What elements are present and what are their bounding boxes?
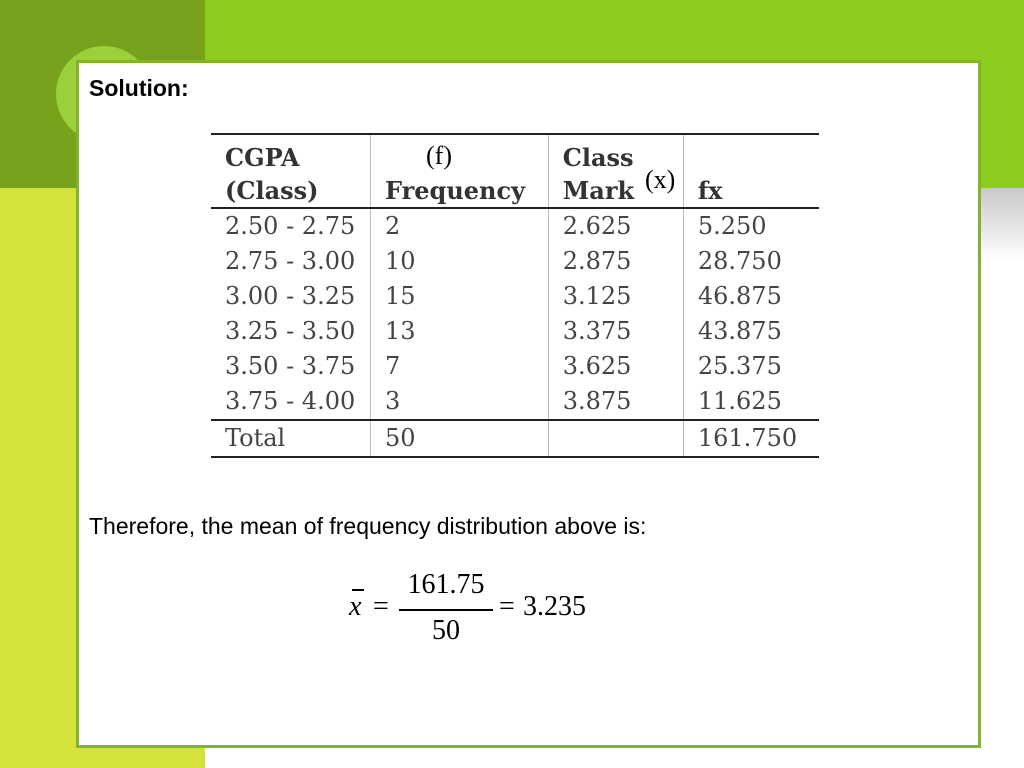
table-row (211, 244, 819, 279)
table-row (211, 384, 819, 420)
frequency-distribution-table (211, 133, 819, 458)
cell-fx: 43.875 (683, 314, 819, 349)
fraction-denominator: 50 (432, 615, 460, 646)
header-line: fx (697, 176, 723, 205)
cell-class: 2.75 - 3.00 (225, 247, 356, 275)
fraction-bar (399, 609, 493, 611)
cell-frequency: 15 (371, 279, 549, 314)
cell-class: 3.00 - 3.25 (225, 282, 356, 310)
cell-class-mark: 3.875 (548, 384, 683, 420)
cell-frequency: 2 (371, 208, 549, 244)
cell-fx: 46.875 (683, 279, 819, 314)
cell-total-fx: 161.750 (683, 420, 819, 457)
header-fx (683, 134, 819, 208)
header-cgpa-class (211, 134, 371, 208)
cell-fx: 11.625 (683, 384, 819, 420)
cell-class-mark: 3.375 (548, 314, 683, 349)
cell-class-mark: 2.625 (548, 208, 683, 244)
table-header-row (211, 134, 819, 208)
cell-class: 2.50 - 2.75 (225, 212, 356, 240)
cell-frequency: 10 (371, 244, 549, 279)
cell-class: 3.75 - 4.00 (225, 387, 356, 415)
cell-total-frequency: 50 (371, 420, 549, 457)
annotation-f: (f) (426, 141, 452, 170)
cell-class: 3.25 - 3.50 (225, 317, 356, 345)
cell-fx: 25.375 (683, 349, 819, 384)
cell-total-class-mark (548, 420, 683, 457)
header-line: (Class) (225, 176, 319, 205)
cell-class-mark: 3.625 (548, 349, 683, 384)
table-row (211, 314, 819, 349)
cell-frequency: 7 (371, 349, 549, 384)
cell-class: 3.50 - 3.75 (225, 352, 356, 380)
fraction-numerator: 161.75 (407, 569, 485, 600)
table-total-row (211, 420, 819, 457)
table-row (211, 279, 819, 314)
header-line: CGPA (225, 143, 300, 172)
mean-result: 3.235 (523, 591, 586, 622)
equals-sign: = (499, 591, 515, 622)
cell-fx: 5.250 (683, 208, 819, 244)
equals-sign: = (373, 591, 389, 622)
cell-frequency: 3 (371, 384, 549, 420)
conclusion-text: Therefore, the mean of frequency distribution above is: (89, 513, 647, 539)
annotation-x: (x) (645, 165, 676, 194)
cell-total-label: Total (211, 420, 371, 457)
frequency-table-container (211, 133, 819, 458)
cell-frequency: 13 (371, 314, 549, 349)
mean-symbol: x (349, 591, 362, 622)
cell-fx: 28.750 (683, 244, 819, 279)
solution-heading: Solution: (89, 75, 189, 101)
header-frequency (371, 134, 549, 208)
slide-content-card (76, 60, 981, 748)
cell-class-mark: 2.875 (548, 244, 683, 279)
table-row (211, 208, 819, 244)
cell-class-mark: 3.125 (548, 279, 683, 314)
table-row (211, 349, 819, 384)
mean-formula (343, 569, 643, 659)
header-line: Frequency (385, 176, 526, 205)
header-line: Mark (562, 176, 635, 205)
header-line: Class (562, 143, 634, 172)
background-gray-strip (978, 188, 1024, 260)
